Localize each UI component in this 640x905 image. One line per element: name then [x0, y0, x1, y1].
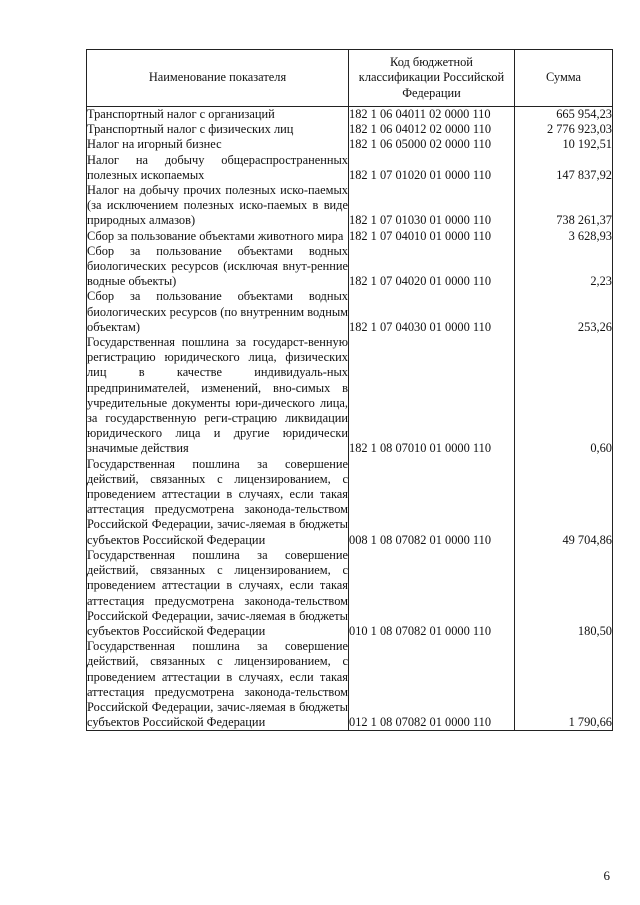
row-sum: 147 837,92	[515, 153, 613, 183]
row-code: 182 1 07 01020 01 0000 110	[349, 153, 515, 183]
table-header-row	[87, 50, 613, 107]
row-sum: 180,50	[515, 548, 613, 639]
table-row	[87, 122, 613, 137]
row-code: 008 1 08 07082 01 0000 110	[349, 457, 515, 548]
row-code: 182 1 06 04011 02 0000 110	[349, 107, 515, 123]
row-sum: 253,26	[515, 289, 613, 335]
table-row	[87, 548, 613, 639]
row-sum: 1 790,66	[515, 639, 613, 731]
row-sum: 49 704,86	[515, 457, 613, 548]
row-code: 182 1 06 04012 02 0000 110	[349, 122, 515, 137]
table-row	[87, 639, 613, 731]
row-name: Налог на добычу общераспространенных полезных ископаемых	[87, 152, 348, 182]
row-code: 182 1 07 04030 01 0000 110	[349, 289, 515, 335]
row-code: 182 1 08 07010 01 0000 110	[349, 335, 515, 457]
table-row	[87, 457, 613, 548]
row-name: Государственная пошлина за совершение действий, связанных с лицензированием, с проведением аттестации в случаях, если такая аттестация предусмотрена законода-тельством Российской Федерации, зачис-ляемая в бюджеты субъектов Российской Федерации	[87, 547, 348, 638]
table-row	[87, 137, 613, 152]
row-sum: 738 261,37	[515, 183, 613, 229]
row-sum: 0,60	[515, 335, 613, 457]
table-row	[87, 335, 613, 457]
table-row	[87, 289, 613, 335]
row-code: 012 1 08 07082 01 0000 110	[349, 639, 515, 731]
row-name: Сбор за пользование объектами водных биологических ресурсов (исключая внут-ренние водные объекты)	[87, 243, 348, 289]
row-sum: 2 776 923,03	[515, 122, 613, 137]
row-name: Государственная пошлина за совершение действий, связанных с лицензированием, с проведением аттестации в случаях, если такая аттестация предусмотрена законода-тельством Российской Федерации, зачис-ляемая в бюджеты субъектов Российской Федерации	[87, 639, 348, 730]
row-code: 182 1 07 01030 01 0000 110	[349, 183, 515, 229]
row-sum: 3 628,93	[515, 229, 613, 244]
row-name: Транспортный налог с организаций	[87, 107, 349, 123]
table-row	[87, 153, 613, 183]
header-code: Код бюджетной классификации Российской Федерации	[349, 50, 515, 107]
row-name: Государственная пошлина за государст-венную регистрацию юридического лица, физических лиц в качестве индивидуаль-ных предпринимателей, изменений, вно-симых в учредительные документы юри-дического лица, за государственную реги-страцию ликвидации юридического лица и другие юридически значимые действия	[87, 335, 348, 456]
row-name: Налог на добычу прочих полезных иско-паемых (за исключением полезных иско-паемых в виде природных алмазов)	[87, 183, 348, 228]
revenue-table	[86, 49, 613, 731]
row-code: 182 1 07 04010 01 0000 110	[349, 229, 515, 244]
row-sum: 665 954,23	[515, 107, 613, 123]
page-number: 6	[603, 868, 610, 883]
table-row	[87, 183, 613, 229]
header-sum: Сумма	[515, 50, 613, 107]
table-row	[87, 229, 613, 244]
row-code: 182 1 07 04020 01 0000 110	[349, 244, 515, 290]
row-code: 182 1 06 05000 02 0000 110	[349, 137, 515, 152]
row-sum: 2,23	[515, 244, 613, 290]
table-row	[87, 107, 613, 123]
row-code: 010 1 08 07082 01 0000 110	[349, 548, 515, 639]
table-row	[87, 244, 613, 290]
row-sum: 10 192,51	[515, 137, 613, 152]
row-name: Государственная пошлина за совершение действий, связанных с лицензированием, с проведением аттестации в случаях, если такая аттестация предусмотрена законода-тельством Российской Федерации, зачис-ляемая в бюджеты субъектов Российской Федерации	[87, 456, 348, 547]
row-name: Сбор за пользование объектами животного мира	[87, 229, 349, 244]
row-name: Налог на игорный бизнес	[87, 137, 349, 152]
row-name: Сбор за пользование объектами водных биологических ресурсов (по внутренним водным объектам)	[87, 289, 348, 334]
row-name: Транспортный налог с физических лиц	[87, 122, 349, 137]
header-name: Наименование показателя	[87, 50, 349, 107]
